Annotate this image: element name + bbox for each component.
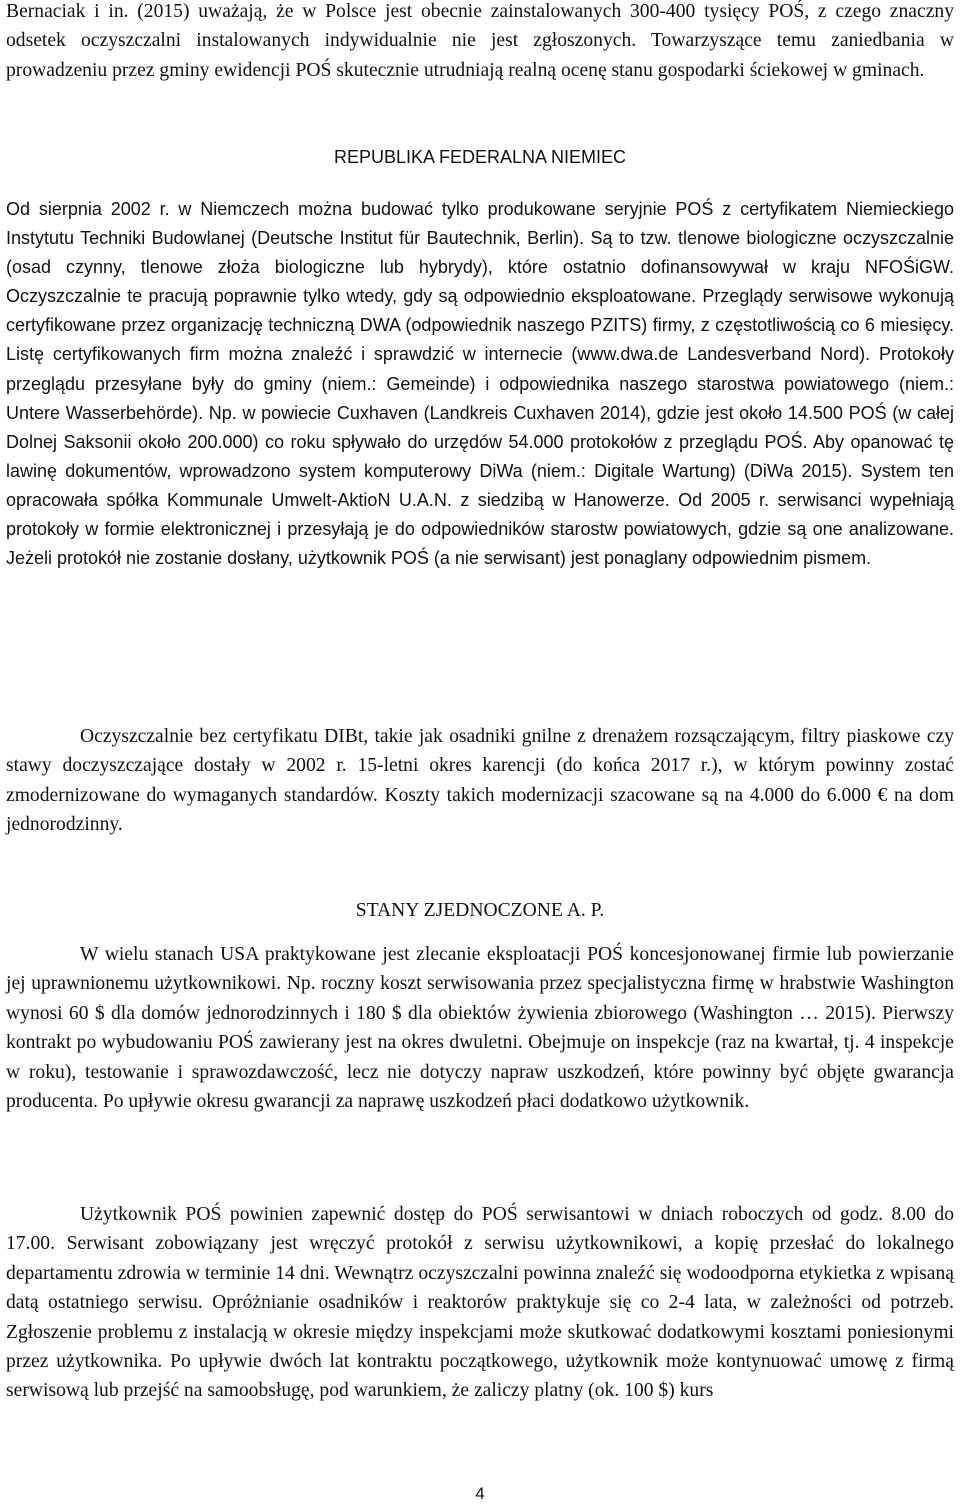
- page-number: 4: [475, 1484, 485, 1503]
- paragraph-intro: Bernaciak i in. (2015) uważają, że w Polsce jest obecnie zainstalowanych 300-400 tysięcy POŚ, z czego znaczny odsetek oczyszczalni instalowanych indywidualnie nie jest zgłoszonych. Towarzyszące temu zaniedbania w prowadzeniu przez gminy ewidencji POŚ skutecznie utrudniają realną ocenę stanu gospodarki ściekowej w gminach.: [6, 1, 954, 81]
- paragraph-certification: Oczyszczalnie bez certyfikatu DIBt, takie jak osadniki gnilne z drenażem rozsączającym, filtry piaskowe czy stawy doczyszczające dostały w 2002 r. 15-letni okres karencji (do końca 2017 r.), w którym powinny zostać zmodernizowane do wymaganych standardów. Koszty takich modernizacji szacowane są na 4.000 do 6.000 € na dom jednorodzinny.: [6, 726, 954, 836]
- heading-germany: REPUBLIKA FEDERALNA NIEMIEC: [333, 147, 627, 167]
- paragraph-usa-user: Użytkownik POŚ powinien zapewnić dostęp do POŚ serwisantowi w dniach roboczych od godz. 8.00 do 17.00. Serwisant zobowiązany jest wręczyć protokół z serwisu użytkownikowi, a kopię przesłać do lokalnego departamentu zdrowia w terminie 14 dni. Wewnątrz oczyszczalni powinna znaleźć się wodoodporna etykietka z wpisaną datą ostatniego serwisu. Opróżnianie osadników i reaktorów praktykuje się co 2-4 lata, w zależności od potrzeb. Zgłoszenie problemu z instalacją w okresie między inspekcjami może skutkować dodatkowymi kosztami poniesionymi przez użytkownika. Po upływie dwóch lat kontraktu początkowego, użytkownik może kontynuować umowę z firmą serwisową lub przejść na samoobsługę, pod warunkiem, że zaliczy platny (ok. 100 $) kurs: [6, 1204, 954, 1402]
- paragraph-germany: Od sierpnia 2002 r. w Niemczech można budować tylko produkowane seryjnie POŚ z certyfikatem Niemieckiego Instytutu Techniki Budowlanej (Deutsche Institut für Bautechnik, Berlin). Są to tzw. tlenowe biologiczne oczyszczalnie (osad czynny, tlenowe złoża biologiczne lub hybrydy), które ostatnio dofinansowywał w kraju NFOŚiGW. Oczyszczalnie te pracują poprawnie tylko wtedy, gdy są odpowiednio eksploatowane. Przeglądy serwisowe wykonują certyfikowane przez organizację techniczną DWA (odpowiednik naszego PZITS) firmy, z częstotliwością co 6 miesięcy. Listę certyfikowanych firm można znaleźć i sprawdzić w internecie (www.dwa.de Landesverband Nord). Protokoły przeglądu przesyłane były do gminy (niem.: Gemeinde) i odpowiednika naszego starostwa powiatowego (niem.: Untere Wasserbehörde). Np. w powiecie Cuxhaven (Landkreis Cuxhaven 2014), gdzie jest około 14.500 POŚ (w całej Dolnej Saksonii około 200.000) co roku spływało do urzędów 54.000 protokołów z przeglądu POŚ. Aby opanować tę lawinę dokumentów, wprowadzono system komputerowy DiWa (niem.: Digitale Wartung) (DiWa 2015). System ten opracowała spółka Kommunale Umwelt-AktioN U.A.N. z siedzibą w Hanowerze. Od 2005 r. serwisanci wypełniają protokoły w formie elektronicznej i przesyłają je do odpowiedników starostw powiatowych, gdzie są one analizowane. Jeżeli protokół nie zostanie dosłany, użytkownik POŚ (a nie serwisant) jest ponaglany odpowiednim pismem.: [6, 199, 954, 569]
- heading-usa: STANY ZJEDNOCZONE A. P.: [355, 900, 605, 921]
- paragraph-usa-service: W wielu stanach USA praktykowane jest zlecanie eksploatacji POŚ koncesjonowanej firmie lub powierzanie jej uprawnionemu użytkownikowi. Np. roczny koszt serwisowania przez specjalistyczna firmę w hrabstwie Washington wynosi 60 $ dla domów jednorodzinnych i 180 $ dla obiektów żywienia zbiorowego (Washington … 2015). Pierwszy kontrakt po wybudowaniu POŚ zawierany jest na okres dwuletni. Obejmuje on inspekcje (raz na kwartał, tj. 4 inspekcje w roku), testowanie i sprawozdawczość, lecz nie dotyczy napraw uszkodzeń, które powinny być objęte gwarancja producenta. Po upływie okresu gwarancji za naprawę uszkodzeń płaci dodatkowo użytkownik.: [6, 944, 954, 1113]
